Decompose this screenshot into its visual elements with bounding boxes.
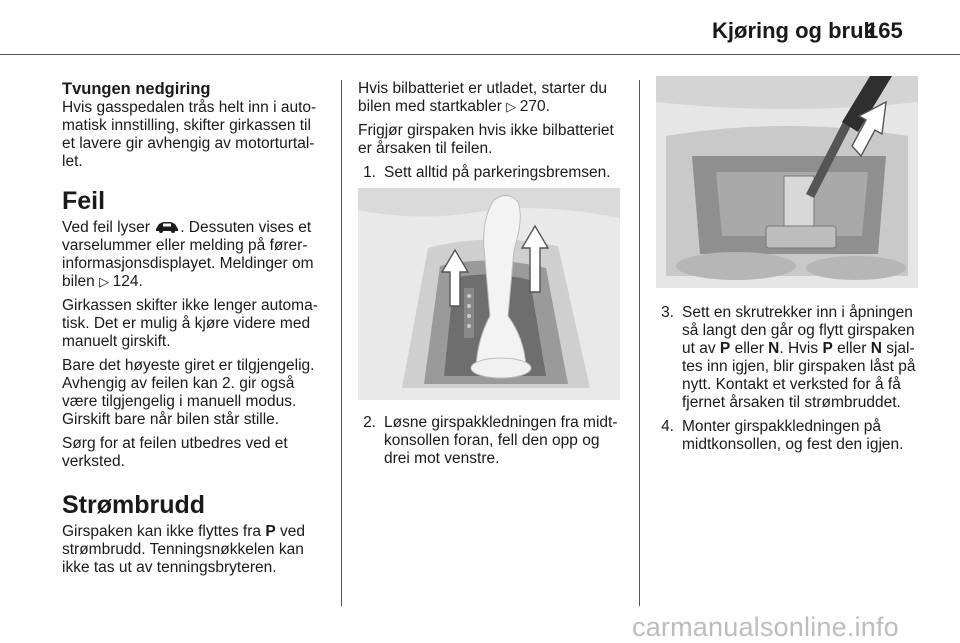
- section-heading-power-failure: Strømbrudd: [62, 491, 206, 519]
- text-run: eller: [832, 340, 871, 357]
- text-run: . Hvis: [779, 340, 823, 357]
- step-number: 2.: [363, 414, 376, 431]
- paragraph: Frigjør girspaken hvis ikke bilbatteriet er årsaken til feilen.: [358, 122, 614, 157]
- gear-label-n: N: [870, 340, 882, 357]
- text-run: eller: [730, 340, 769, 357]
- running-header-title: Kjøring og bruk: [712, 18, 876, 43]
- text-run: Girspaken kan ikke flyttes fra: [62, 523, 266, 540]
- page-ref-arrow-icon: ▷: [506, 99, 520, 114]
- column-2: [358, 80, 628, 474]
- step-number: 4.: [661, 418, 674, 435]
- step-text: Løsne girspakkledningen fra midtkonsollen foran, fell den opp og drei mot venstre.: [384, 414, 618, 467]
- step-number: 1.: [363, 164, 376, 181]
- section-heading-fault: Feil: [62, 187, 106, 215]
- text-run: Sett en skrutrekker inn i åpningen så langt den går og flytt girspaken ut av: [682, 304, 915, 357]
- list-item-step-4: [656, 418, 926, 454]
- column-3: [656, 80, 926, 460]
- car-warning-icon: [154, 220, 180, 233]
- gear-label-p: P: [822, 340, 833, 357]
- header-rule: [0, 54, 960, 55]
- gear-label-p: P: [265, 523, 276, 540]
- column-1: [62, 80, 328, 583]
- text-run: . Dessuten vises et varselummer eller melding på førerinformasjonsdisplayet. Meldinger om bilen: [62, 219, 314, 290]
- paragraph: [62, 219, 328, 291]
- page-ref[interactable]: 124.: [112, 273, 143, 290]
- text-run: Hvis bilbatteriet er utladet, starter du bilen med startkabler: [358, 80, 607, 115]
- section-heading-forced-downshift: Tvungen nedgiring: [62, 80, 211, 98]
- paragraph: [62, 523, 328, 577]
- gear-lever-illustration: [358, 188, 620, 400]
- paragraph: Hvis gasspedalen trås helt inn i automatisk innstilling, skifter girkassen til et lavere gir avhengig av motorturtallet.: [62, 99, 317, 170]
- column-divider-2: [639, 80, 640, 606]
- page-number: 165: [866, 18, 903, 43]
- list-item-step-1: [358, 164, 628, 182]
- step-text: [682, 304, 926, 412]
- paragraph: Girkassen skifter ikke lenger automatisk. Det er mulig å kjøre videre med manuelt girskift.: [62, 297, 318, 350]
- step-number: 3.: [661, 304, 674, 321]
- paragraph: Sørg for at feilen utbedres ved et verksted.: [62, 435, 288, 470]
- gear-label-p: P: [719, 340, 731, 357]
- text-run: ved strømbrudd. Tenningsnøkkelen kan ikke tas ut av tenningsbryteren.: [62, 523, 305, 576]
- list-item-step-3: [656, 304, 926, 412]
- paragraph: Bare det høyeste giret er tilgjengelig. Avhengig av feilen kan 2. gir også være tilgjengelig i manuell modus. Girskift bare når bilen står stille.: [62, 357, 315, 428]
- column-divider-1: [341, 80, 342, 606]
- screwdriver-illustration: [656, 76, 918, 288]
- gear-label-n: N: [768, 340, 780, 357]
- text-run: sjaltes inn igjen, blir girspaken låst på nytt. Kontakt et verksted for å få fjernet årsaken til strømbruddet.: [682, 340, 916, 411]
- paragraph: [358, 80, 628, 116]
- page-ref-arrow-icon: ▷: [99, 274, 113, 289]
- step-text: Monter girspakkledningen på midtkonsollen, og fest den igjen.: [682, 418, 904, 453]
- text-run: Ved feil lyser: [62, 219, 155, 236]
- step-text: Sett alltid på parkeringsbremsen.: [384, 164, 611, 181]
- list-item-step-2: [358, 414, 628, 468]
- page-ref[interactable]: 270.: [519, 98, 550, 115]
- watermark: carmanualsonline.info: [632, 612, 899, 642]
